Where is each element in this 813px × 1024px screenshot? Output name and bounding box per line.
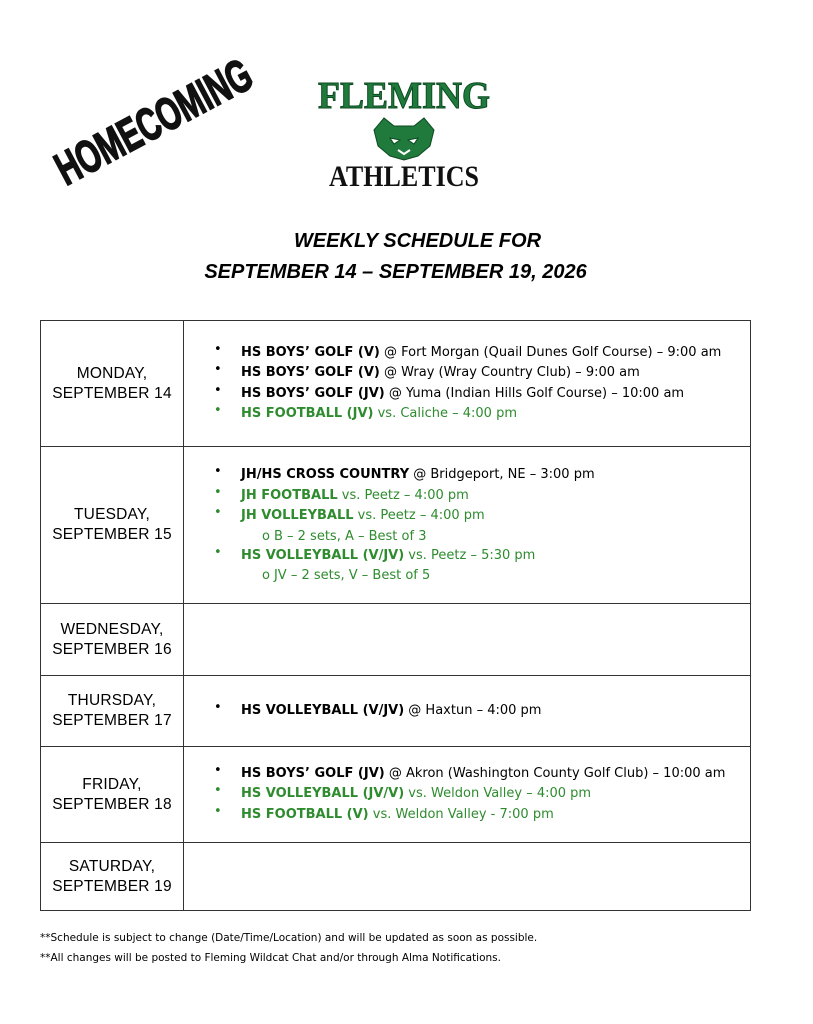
event-detail: @ Yuma (Indian Hills Golf Course) – 10:00 am	[384, 385, 685, 401]
event-detail: @ Bridgeport, NE – 3:00 pm	[409, 467, 595, 482]
circle-bullet-icon: o	[262, 528, 270, 544]
event-list	[184, 764, 750, 826]
event-title: JH VOLLEYBALL	[241, 508, 354, 523]
bullet-icon: •	[214, 783, 222, 799]
day-cell	[41, 321, 184, 447]
bullet-icon: •	[214, 382, 222, 398]
circle-bullet-icon: o	[262, 568, 270, 583]
event-detail: @ Haxtun – 4:00 pm	[404, 702, 542, 718]
weekly-schedule-table	[40, 320, 751, 911]
day-name: THURSDAY,	[67, 692, 157, 709]
event-detail: vs. Weldon Valley – 4:00 pm	[404, 786, 592, 802]
event-item	[214, 506, 750, 546]
homecoming-logo	[46, 16, 323, 198]
day-cell	[41, 447, 184, 604]
event-title: HS VOLLEYBALL (JV/V)	[241, 786, 405, 802]
event-item	[214, 465, 750, 486]
event-subnote-text: B – 2 sets, A – Best of 3	[273, 528, 427, 544]
schedule-row	[41, 604, 751, 676]
event-title: HS BOYS’ GOLF (V)	[241, 344, 380, 360]
bullet-icon: •	[214, 341, 222, 357]
event-detail: vs. Peetz – 4:00 pm	[337, 487, 469, 503]
event-detail: vs. Weldon Valley - 7:00 pm	[368, 806, 554, 822]
day-name: TUESDAY,	[74, 506, 150, 523]
schedule-heading-line2: SEPTEMBER 14 – SEPTEMBER 19, 2026	[204, 261, 587, 283]
event-detail: vs. Peetz – 5:30 pm	[404, 547, 536, 563]
day-date: SEPTEMBER 17	[52, 712, 172, 729]
bullet-icon: •	[214, 484, 222, 500]
bullet-icon: •	[214, 505, 222, 520]
event-detail: @ Fort Morgan (Quail Dunes Golf Course) – 9:00 am	[379, 344, 722, 360]
homecoming-logo-text: HOMECOMING	[46, 16, 323, 196]
event-item	[214, 784, 750, 805]
event-title: JH FOOTBALL	[241, 487, 338, 503]
schedule-row	[41, 447, 751, 604]
event-item	[214, 805, 750, 826]
day-name: WEDNESDAY,	[60, 620, 164, 638]
event-list	[184, 465, 750, 585]
event-item	[214, 546, 750, 586]
schedule-row	[41, 843, 751, 911]
event-title: HS BOYS’ GOLF (JV)	[241, 385, 385, 401]
day-date: SEPTEMBER 15	[52, 526, 172, 543]
events-cell	[184, 447, 751, 604]
day-name: MONDAY,	[76, 364, 148, 382]
event-title: HS FOOTBALL (V)	[241, 806, 369, 822]
bullet-icon: •	[214, 464, 222, 479]
fleming-logo-bottom-text: ATHLETICS	[329, 160, 479, 193]
event-item	[214, 363, 750, 384]
schedule-heading-line1: WEEKLY SCHEDULE FOR	[293, 230, 542, 252]
day-cell	[41, 747, 184, 843]
events-cell	[184, 747, 751, 843]
bullet-icon: •	[214, 803, 222, 819]
events-cell	[184, 604, 751, 676]
event-title: HS VOLLEYBALL (V/JV)	[241, 547, 405, 563]
event-subnote	[241, 566, 750, 585]
schedule-row	[41, 676, 751, 747]
events-cell	[184, 676, 751, 747]
day-date: SEPTEMBER 14	[52, 384, 172, 402]
event-detail: @ Wray (Wray Country Club) – 9:00 am	[379, 365, 640, 380]
bullet-icon: •	[214, 699, 222, 715]
day-date: SEPTEMBER 16	[52, 640, 172, 658]
event-title: HS FOOTBALL (JV)	[241, 406, 374, 421]
footer-note-1: **Schedule is subject to change (Date/Time/Location) and will be updated as soon as possible.	[40, 932, 538, 944]
event-title: JH/HS CROSS COUNTRY	[241, 467, 410, 482]
bullet-icon: •	[214, 362, 222, 377]
fleming-athletics-logo	[314, 68, 494, 193]
bullet-icon: •	[214, 762, 222, 778]
day-name: FRIDAY,	[82, 775, 142, 793]
event-list	[184, 701, 750, 722]
day-name: SATURDAY,	[68, 857, 156, 875]
fleming-logo-top-text: FLEMING	[318, 75, 490, 117]
events-cell	[184, 321, 751, 447]
footer-note-2: **All changes will be posted to Fleming Wildcat Chat and/or through Alma Notifications.	[40, 952, 501, 964]
day-cell	[41, 676, 184, 747]
event-item	[214, 343, 750, 364]
event-subnote	[241, 527, 750, 546]
event-detail: @ Akron (Washington County Golf Club) – 10:00 am	[384, 765, 726, 781]
event-title: HS VOLLEYBALL (V/JV)	[241, 702, 405, 718]
event-subnote-text: JV – 2 sets, V – Best of 5	[273, 568, 431, 583]
bullet-icon: •	[214, 544, 222, 560]
day-date: SEPTEMBER 18	[52, 795, 172, 813]
wildcat-icon	[374, 118, 434, 160]
event-item	[214, 701, 750, 722]
event-item	[214, 764, 750, 785]
event-detail: vs. Caliche – 4:00 pm	[373, 406, 517, 421]
event-detail: vs. Peetz – 4:00 pm	[353, 508, 485, 523]
day-cell	[41, 843, 184, 911]
events-cell	[184, 843, 751, 911]
schedule-row	[41, 321, 751, 447]
event-item	[214, 384, 750, 405]
event-item	[214, 486, 750, 507]
event-item	[214, 404, 750, 425]
event-title: HS BOYS’ GOLF (JV)	[241, 765, 385, 781]
bullet-icon: •	[214, 403, 222, 418]
day-cell	[41, 604, 184, 676]
event-title: HS BOYS’ GOLF (V)	[241, 365, 380, 380]
schedule-row	[41, 747, 751, 843]
day-date: SEPTEMBER 19	[52, 877, 172, 895]
event-list	[184, 343, 750, 425]
